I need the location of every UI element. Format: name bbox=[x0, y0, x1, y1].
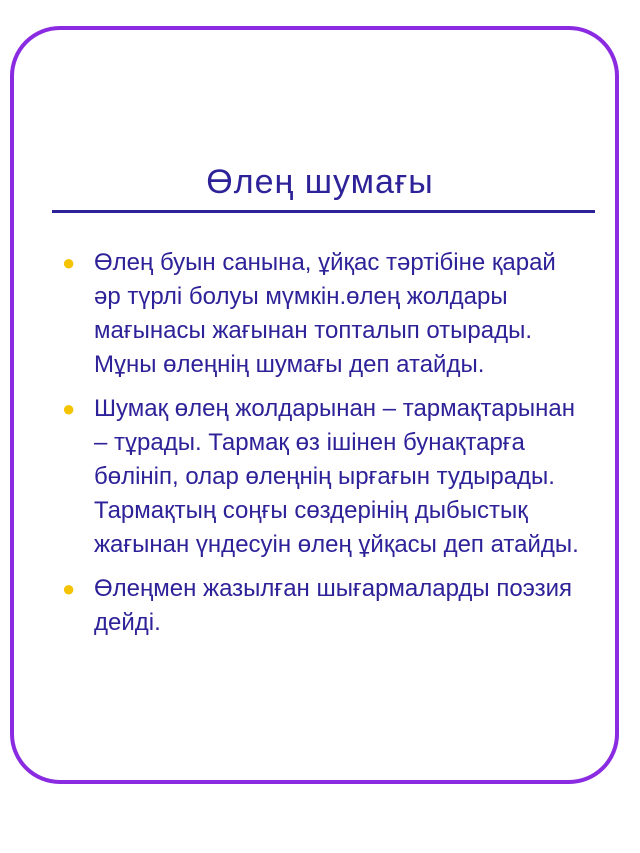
bullet-text: Шумақ өлең жолдарынан – тармақтарынан – тұрады. Тармақ өз ішінен бунақтарға бөлініп, олар өлеңнің ырғағын тудырады. Тармақтың соңғы сөздерінің дыбыстық жағынан үндесуін өлең ұйқасы деп атайды. bbox=[94, 395, 579, 558]
bullet-text: Өлеңмен жазылған шығармаларды поэзия дейді. bbox=[94, 575, 573, 636]
bullet-text: Өлең буын санына, ұйқас тәртібіне қарай әр түрлі болуы мүмкін.өлең жолдары мағынасы жағынан топталып отырады. Мұны өлеңнің шумағы деп атайды. bbox=[94, 249, 556, 378]
bullet-item bbox=[60, 392, 580, 562]
bullet-item bbox=[60, 572, 580, 640]
bullet-item bbox=[60, 246, 580, 382]
slide-title: Өлең шумағы bbox=[206, 163, 434, 201]
bullet-icon: ● bbox=[62, 396, 76, 421]
bullet-icon: ● bbox=[62, 576, 76, 601]
title-underline bbox=[52, 210, 595, 213]
bullet-icon: ● bbox=[62, 250, 76, 275]
bullet-list bbox=[60, 246, 580, 650]
